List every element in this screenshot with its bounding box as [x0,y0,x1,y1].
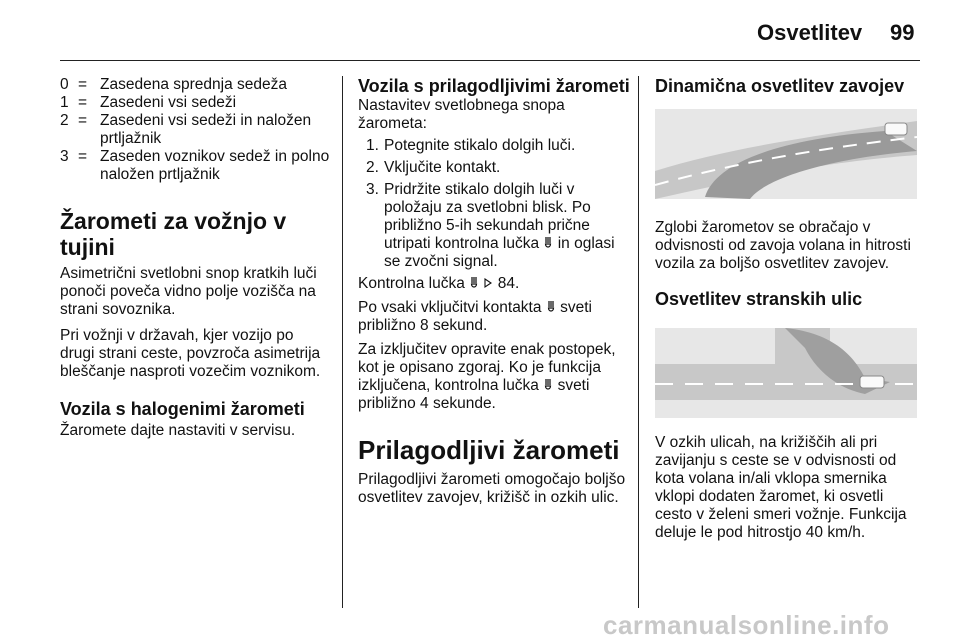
load-level-key: 1 [60,94,69,111]
load-level-text: Zasedena sprednja sedeža [100,76,287,93]
equals-sign: = [78,112,88,129]
equals-sign: = [78,76,88,93]
curve-lighting-illustration [655,109,917,199]
side-street-heading: Osvetlitev stranskih ulic [655,289,863,309]
adaptive-headlights-paragraph: Prilagodljivi žarometi omogočajo boljšo osvetlitev zavojev, križišč in ozkih ulic. [358,471,626,506]
load-level-text: Zasedeni vsi sedeži [100,94,237,111]
after-ignition-paragraph [358,299,630,335]
high-beam-indicator-icon [469,276,479,290]
load-level-key: 3 [60,148,69,165]
load-level-key: 2 [60,112,69,129]
high-beam-indicator-icon [543,236,553,250]
disable-text-a: Za izključitev opravite enak postopek, kot je opisano zgoraj. Ko je funkcija izključena, kontrolna lučka [358,341,616,394]
step-number: 2. [366,159,379,176]
indicator-page-ref: 84. [497,275,520,292]
halogen-heading: Vozila s halogenimi žarometi [60,399,305,419]
column-1 [60,76,330,440]
watermark: carmanualsonline.info [603,610,890,640]
high-beam-indicator-icon [543,378,553,392]
high-beam-indicator-icon [546,300,556,314]
indicator-reference [358,275,630,293]
step-number: 3. [366,181,379,198]
column-2 [358,76,630,507]
equals-sign: = [78,94,88,111]
equals-sign: = [78,148,88,165]
step-text-b: in oglasi se zvočni signal. [384,235,615,270]
page-number: 99 [890,20,915,45]
step-text: Potegnite stikalo dolgih luči. [384,137,576,154]
travel-abroad-heading: Žarometi za vožnjo v tujini [60,208,287,260]
page-header [0,0,960,62]
header-rule [60,60,920,61]
travel-paragraph-2: Pri vožnji v državah, kjer vozijo po drugi strani ceste, povzroča asimetrija bleščanje nasproti vozečim voznikom. [60,327,321,380]
step-item [358,159,630,177]
adaptive-vehicles-heading: Vozila s prilagodljivimi žarometi [358,76,630,96]
halogen-paragraph: Žaromete dajte nastaviti v servisu. [60,422,296,439]
page-reference-icon [483,277,493,289]
after-ignition-text-a: Po vsaki vključitvi kontakta [358,299,542,316]
step-item [358,137,630,155]
disable-paragraph [358,341,630,413]
side-street-illustration [655,328,917,418]
column-divider-1 [342,76,343,608]
curve-lighting-paragraph: Zglobi žarometov se obračajo v odvisnosti od zavoja volana in hitrosti vozila za boljšo osvetlitev zavojev. [655,219,911,272]
load-level-text: Zaseden voznikov sedež in polno naložen prtljažnik [100,148,330,183]
section-title: Osvetlitev [757,20,863,45]
step-text: Vključite kontakt. [384,159,501,176]
load-level-item [60,148,330,184]
load-level-key: 0 [60,76,69,93]
column-3 [655,76,923,542]
step-number: 1. [366,137,379,154]
load-level-list [60,76,330,184]
load-level-item [60,76,330,94]
step-text-a: Pridržite stikalo dolgih luči v položaju za svetlobni blisk. Po približno 5-ih sekundah prične utripati kontrolna lučka [384,181,591,252]
side-street-paragraph: V ozkih ulicah, na križiščih ali pri zavijanju s ceste se v odvisnosti od kota volana in/ali vklopa smernika vklopi dodaten žaromet, ki osvetli cesto v želeni smeri vožnje. Funkcija deluje le pod hitrostjo 40 km/h. [655,434,907,541]
load-level-item [60,112,330,148]
after-ignition-text-b: sveti približno 8 sekund. [358,299,592,334]
indicator-label: Kontrolna lučka [358,275,465,292]
column-divider-2 [638,76,639,608]
travel-paragraph-1: Asimetrični svetlobni snop kratkih luči ponoči poveča vidno polje vozišča na strani sovoznika. [60,265,317,318]
disable-text-b: sveti približno 4 sekunde. [358,377,590,412]
adaptive-headlights-heading: Prilagodljivi žarometi [358,435,620,465]
curve-lighting-heading: Dinamična osvetlitev zavojev [655,76,905,96]
setting-intro: Nastavitev svetlobnega snopa žarometa: [358,97,565,132]
load-level-item [60,94,330,112]
step-item [358,181,630,271]
setting-steps [358,137,630,271]
load-level-text: Zasedeni vsi sedeži in naložen prtljažnik [100,112,312,147]
